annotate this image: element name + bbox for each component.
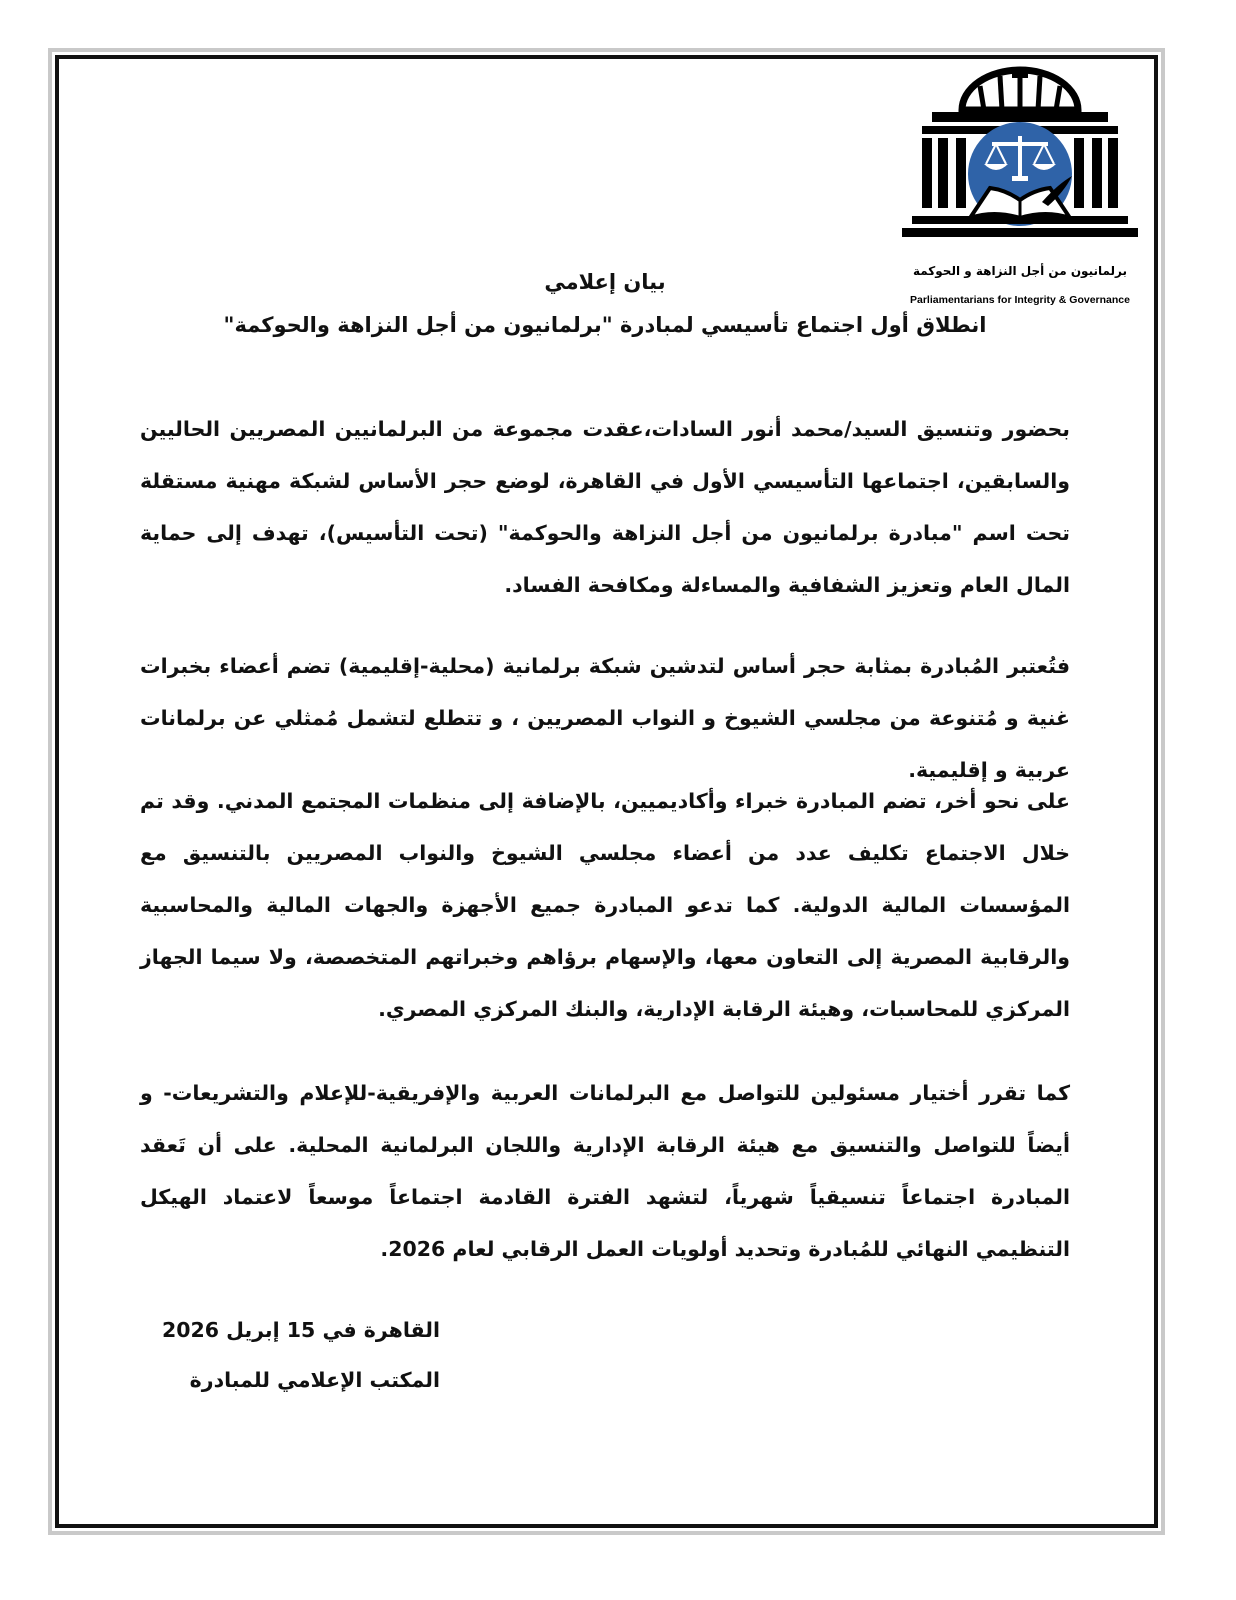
- closing-signature: المكتب الإعلامي للمبادرة: [189, 1368, 440, 1392]
- body-paragraph-1: بحضور وتنسيق السيد/محمد أنور السادات،عقدت مجموعة من البرلمانيين المصريين الحاليين والسابقين، اجتماعها التأسيسي الأول في القاهرة، لوضع حجر الأساس لشبكة مهنية مستقلة تحت اسم "مبادرة برلمانيون من أجل النزاهة والحوكمة" (تحت التأسيس)، تهدف إلى حماية المال العام وتعزيز الشفافية والمساءلة ومكافحة الفساد.: [140, 417, 1070, 597]
- logo-english-name: Parliamentarians for Integrity & Governance: [910, 294, 1130, 306]
- body-paragraph-2: فتُعتبر المُبادرة بمثابة حجر أساس لتدشين شبكة برلمانية (محلية-إقليمية) تضم أعضاء بخبرات غنية و مُتنوعة من مجلسي الشيوخ و النواب المصريين ، و تتطلع لتشمل مُمثلي عن برلمانات عربية و إقليمية.: [140, 654, 1070, 782]
- closing-date-line: القاهرة في 15 إبريل 2026: [161, 1318, 440, 1342]
- document-subheading: انطلاق أول اجتماع تأسيسي لمبادرة "برلمانيون من أجل النزاهة والحوكمة": [223, 313, 987, 337]
- parliament-scales-book-logo-icon: [900, 66, 1140, 266]
- body-paragraph-4: كما تقرر أختيار مسئولين للتواصل مع البرلمانات العربية والإفريقية-للإعلام والتشريعات- و أيضاً للتواصل والتنسيق مع هيئة الرقابة الإدارية واللجان البرلمانية المحلية. على أن تَعقد المبادرة اجتماعاً تنسيقياً شهرياً، لتشهد الفترة القادمة اجتماعاً موسعاً لاعتماد الهيكل التنظيمي النهائي للمُبادرة وتحديد أولويات العمل الرقابي لعام 2026.: [140, 1081, 1070, 1261]
- body-paragraph-3: على نحو أخر، تضم المبادرة خبراء وأكاديميين، بالإضافة إلى منظمات المجتمع المدني. وقد تم خلال الاجتماع تكليف عدد من أعضاء مجلسي الشيوخ والنواب المصريين بالتنسيق مع المؤسسات المالية الدولية. كما تدعو المبادرة جميع الأجهزة والجهات المالية والمحاسبية والرقابية المصرية إلى التعاون معها، والإسهام برؤاهم وخبراتهم المتخصصة، ولا سيما الجهاز المركزي للمحاسبات، وهيئة الرقابة الإدارية، والبنك المركزي المصري.: [140, 789, 1070, 1021]
- document-heading: بيان إعلامي: [544, 270, 666, 294]
- logo-arabic-name: برلمانيون من أجل النزاهة و الحوكمة: [912, 264, 1128, 278]
